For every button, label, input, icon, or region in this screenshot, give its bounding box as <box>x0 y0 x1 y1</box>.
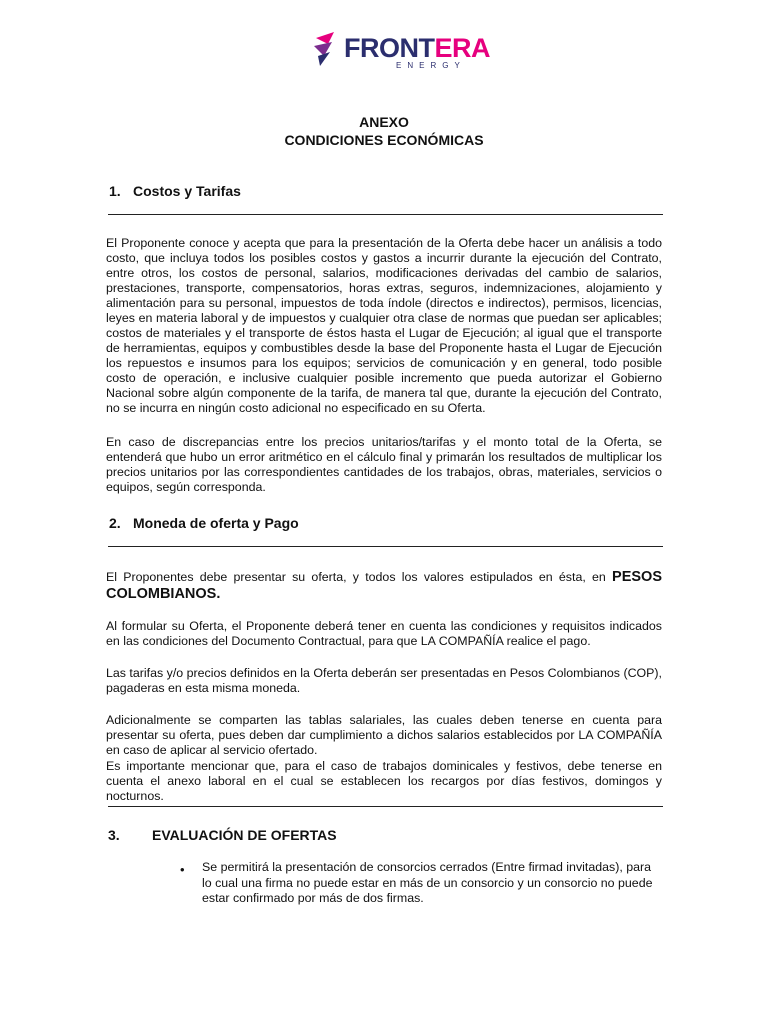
bullet-icon: • <box>180 862 185 877</box>
frontera-logo <box>314 30 490 70</box>
section-2-paragraph-1: El Proponentes debe presentar su oferta, y todos los valores estipulados en ésta, en PESOS COLOMBIANOS. <box>106 569 662 602</box>
logo-mark-icon <box>314 32 342 66</box>
document-title-annex: ANEXO <box>359 114 409 130</box>
section-2-paragraph-3: Las tarifas y/o precios definidos en la Oferta deberán ser presentadas en Pesos Colombianos (COP), pagaderas en esta misma moneda. <box>106 666 662 695</box>
section-2-title: Moneda de oferta y Pago <box>133 515 299 531</box>
currency-emphasis: PESOS COLOMBIANOS. <box>106 569 662 602</box>
section-2-paragraph-2: Al formular su Oferta, el Proponente deberá tener en cuenta las condiciones y requisitos indicados en las condiciones del Documento Contractual, para que LA COMPAÑÍA realice el pago. <box>106 619 662 648</box>
section-1-paragraph-2: En caso de discrepancias entre los precios unitarios/tarifas y el monto total de la Oferta, se entenderá que hubo un error aritmético en el cálculo final y primarán los resultados de multiplicar los precios unitarios por las correspondientes cantidades de los trabajos, obras, materiales, servicios o equipos, según corresponda. <box>106 435 662 494</box>
section-3-title: EVALUACIÓN DE OFERTAS <box>152 827 337 843</box>
section-3-number: 3. <box>108 827 120 843</box>
section-1-paragraph-1: El Proponente conoce y acepta que para la presentación de la Oferta debe hacer un análisis a todo costo, que incluya todos los posibles costos y gastos a incurrir durante la ejecución del Contrato, entre otros, los costos de personal, salarios, modificaciones derivadas del cambio de salarios, prestaciones, transporte, compensatorios, horas extras, seguros, indemnizaciones, alojamiento y alimentación para su personal, impuestos de toda índole (directos e indirectos), permisos, licencias, leyes en materia laboral y de impuestos y cualquier otra clase de normas que puedan ser aplicables; costos de materiales y el transporte de éstos hasta el Lugar de Ejecución; al igual que el transporte de herramientas, equipos y combustibles desde la base del Proponente hasta el Lugar de Ejecución los repuestos e insumos para los equipos; servicios de comunicación y en general, todo posible costo de operación, e inclusive cualquier posible incremento que pueda autorizar el Gobierno Nacional sobre algún componente de la tarifa, de manera tal que, durante la ejecución del Contrato, no se incurra en ningún costo adicional no especificado en su Oferta. <box>106 236 662 415</box>
section-3-bullet-1: Se permitirá la presentación de consorcios cerrados (Entre firmad invitadas), para lo cual una firma no puede estar en más de un consorcio y un consorcio no puede estar confirmado por más de dos firmas. <box>202 860 653 905</box>
section-2-paragraph-4: Adicionalmente se comparten las tablas salariales, las cuales deben tenerse en cuenta para presentar su oferta, pues deben dar cumplimiento a dichos salarios establecidos por LA COMPAÑÍA en caso de aplicar al servicio ofertado. <box>106 713 662 757</box>
section-1-divider <box>108 214 663 215</box>
section-2-end-divider <box>108 806 663 807</box>
section-2-number: 2. <box>109 515 121 531</box>
section-2-paragraph-5: Es importante mencionar que, para el caso de trabajos dominicales y festivos, debe tenerse en cuenta el anexo laboral en el cual se establecen los recargos por días festivos, domingos y nocturnos. <box>106 759 662 803</box>
logo-wordmark: FRONTERA <box>344 33 490 63</box>
document-title-conditions: CONDICIONES ECONÓMICAS <box>284 132 484 148</box>
section-1-title: Costos y Tarifas <box>133 183 241 199</box>
section-2-divider <box>108 546 663 547</box>
logo-subtitle: ENERGY <box>396 61 466 70</box>
section-1-number: 1. <box>109 183 121 199</box>
